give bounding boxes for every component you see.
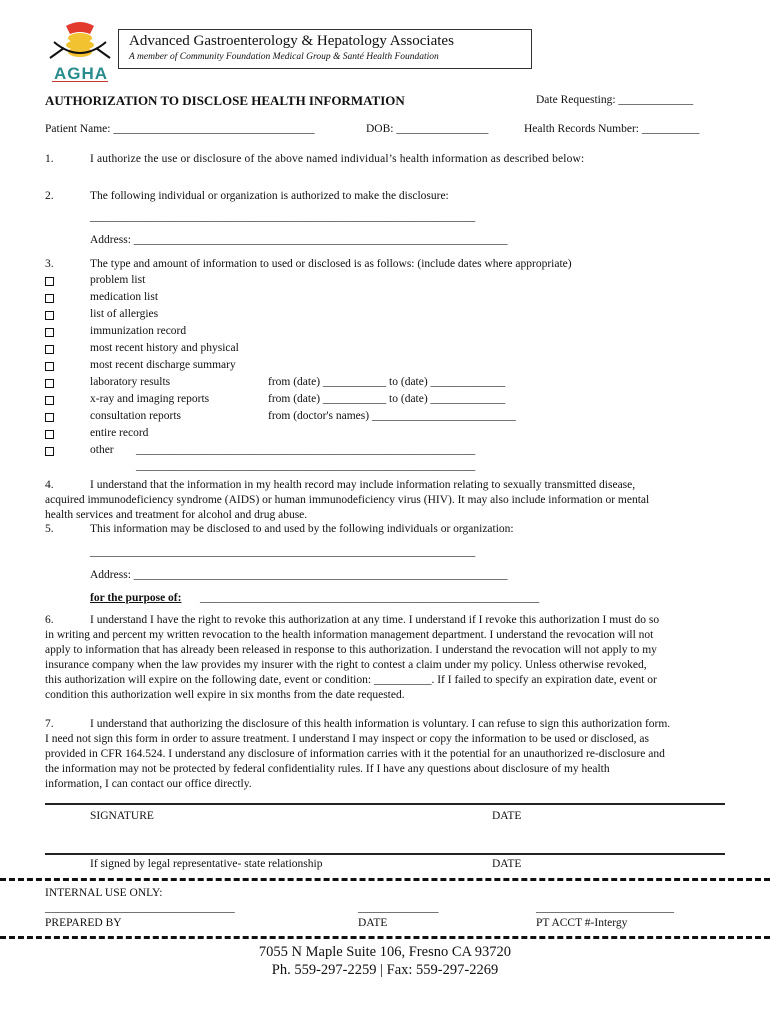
- logo-tagline: [52, 81, 108, 82]
- checkbox-discharge-summary[interactable]: [45, 362, 54, 371]
- pt-acct-field[interactable]: ________________________: [536, 902, 674, 914]
- item-history-physical: most recent history and physical: [90, 342, 239, 354]
- section-4-line-2: acquired immunodeficiency syndrome (AIDS) or human immunodeficiency virus (HIV). It may also include information or mental: [45, 494, 650, 506]
- section-5-text: This information may be disclosed to and used by the following individuals or organization:: [90, 523, 514, 535]
- item-discharge-summary: most recent discharge summary: [90, 359, 236, 371]
- purpose-field[interactable]: ___________________________________________________________: [200, 592, 540, 604]
- section-6-number: 6.: [45, 614, 54, 626]
- item-entire-record: entire record: [90, 427, 149, 439]
- agha-logo: [44, 18, 116, 86]
- section-5-number: 5.: [45, 523, 54, 535]
- checkbox-consultation[interactable]: [45, 413, 54, 422]
- section-6-line-1: I understand I have the right to revoke this authorization at any time. I understand if I revoke this authorization I must do so: [90, 614, 660, 626]
- section-4-line-3: health services and treatment for alcohol and drug abuse.: [45, 509, 308, 521]
- section-6-line-6: condition this authorization well expire in six months from the date requested.: [45, 689, 405, 701]
- footer-phone: Ph. 559-297-2259 | Fax: 559-297-2269: [271, 962, 499, 978]
- section-4-number: 4.: [45, 479, 54, 491]
- representative-signature-line[interactable]: [45, 853, 725, 855]
- consultation-doctors-field[interactable]: from (doctor's names) _________________________: [268, 410, 516, 422]
- item-problem-list: problem list: [90, 274, 146, 286]
- section-3-number: 3.: [45, 258, 54, 270]
- checkbox-laboratory[interactable]: [45, 379, 54, 388]
- checkbox-allergies[interactable]: [45, 311, 54, 320]
- representative-date-label: DATE: [492, 858, 522, 870]
- checkbox-problem-list[interactable]: [45, 277, 54, 286]
- item-other: other: [90, 444, 114, 456]
- internal-use-label: INTERNAL USE ONLY:: [45, 887, 163, 899]
- other-field-line-2[interactable]: ___________________________________________________________: [136, 460, 476, 472]
- laboratory-dates-field[interactable]: from (date) ___________ to (date) _____________: [268, 376, 506, 388]
- section-1-text: I authorize the use or disclosure of the above named individual’s health information as described below:: [90, 153, 585, 165]
- checkbox-history-physical[interactable]: [45, 345, 54, 354]
- item-consultation: consultation reports: [90, 410, 182, 422]
- footer-address: 7055 N Maple Suite 106, Fresno CA 93720: [258, 944, 512, 960]
- purpose-label: for the purpose of:: [90, 592, 182, 604]
- organization-name: Advanced Gastroenterology & Hepatology Associates: [129, 33, 454, 49]
- item-allergies: list of allergies: [90, 308, 159, 320]
- dob-field[interactable]: DOB: ________________: [366, 123, 489, 135]
- section-7-number: 7.: [45, 718, 54, 730]
- item-xray: x-ray and imaging reports: [90, 393, 210, 405]
- xray-dates-field[interactable]: from (date) ___________ to (date) _____________: [268, 393, 506, 405]
- section-7-line-4: the information may not be protected by federal confidentiality rules. If I have any questions about disclosure of my health: [45, 763, 610, 775]
- internal-separator-bottom: [0, 936, 770, 939]
- section-7-line-5: information, I can contact our office directly.: [45, 778, 252, 790]
- organization-affiliation: A member of Community Foundation Medical Group & Santé Health Foundation: [129, 52, 439, 62]
- health-records-number-field[interactable]: Health Records Number: __________: [524, 123, 700, 135]
- prepared-by-label: PREPARED BY: [45, 917, 122, 929]
- prepared-by-field[interactable]: _________________________________: [45, 902, 235, 914]
- section-7-line-3: provided in CFR 164.524. I understand any disclosure of information carries with it the potential for an unauthorized re-disclosure and: [45, 748, 665, 760]
- section-6-line-2: in writing and percent my written revocation to the health information management department. I understand the revocation will not: [45, 629, 654, 641]
- section-6-line-3: apply to information that has already been released in response to this authorization. I understand the revocation will not apply to my: [45, 644, 657, 656]
- item-laboratory: laboratory results: [90, 376, 171, 388]
- representative-label: If signed by legal representative- state relationship: [90, 858, 323, 870]
- section-7-line-1: I understand that authorizing the disclosure of this health information is voluntary. I can refuse to sign this authorization form.: [90, 718, 671, 730]
- internal-date-field[interactable]: ______________: [358, 902, 439, 914]
- signature-line[interactable]: [45, 803, 725, 805]
- disclosing-party-field[interactable]: ___________________________________________________________________: [90, 211, 476, 223]
- other-field-line-1[interactable]: ___________________________________________________________: [136, 444, 476, 456]
- section-1-number: 1.: [45, 153, 54, 165]
- section-7-line-2: I need not sign this form in order to assure treatment. I understand I may inspect or copy the information to be used or disclosed, as: [45, 733, 649, 745]
- checkbox-entire-record[interactable]: [45, 430, 54, 439]
- form-title: AUTHORIZATION TO DISCLOSE HEALTH INFORMATION: [45, 93, 405, 108]
- section-6-line-5: this authorization will expire on the following date, event or condition: __________. If I failed to specify an expiration date, event or: [45, 674, 657, 686]
- signature-label: SIGNATURE: [90, 810, 154, 822]
- item-immunization: immunization record: [90, 325, 187, 337]
- section-2-number: 2.: [45, 190, 54, 202]
- internal-date-label: DATE: [358, 917, 388, 929]
- checkbox-other[interactable]: [45, 447, 54, 456]
- organization-header: [118, 29, 532, 69]
- recipient-field[interactable]: ___________________________________________________________________: [90, 546, 476, 558]
- date-requesting-field[interactable]: Date Requesting: _____________: [536, 94, 694, 106]
- item-medication-list: medication list: [90, 291, 159, 303]
- internal-separator-top: [0, 878, 770, 881]
- section-2-text: The following individual or organization is authorized to make the disclosure:: [90, 190, 449, 202]
- checkbox-medication-list[interactable]: [45, 294, 54, 303]
- recipient-address-field[interactable]: Address: _________________________________________________________________: [90, 569, 508, 581]
- section-4-line-1: I understand that the information in my health record may include information relating to sexually transmitted disease,: [90, 479, 636, 491]
- section-6-line-4: insurance company when the law provides my insurer with the right to contest a claim under my policy. Unless otherwise revoked,: [45, 659, 647, 671]
- patient-name-field[interactable]: Patient Name: ___________________________________: [45, 123, 315, 135]
- signature-date-label: DATE: [492, 810, 522, 822]
- pt-acct-label: PT ACCT #-Intergy: [536, 917, 628, 929]
- logo-text: AGHA: [54, 64, 109, 83]
- section-3-text: The type and amount of information to used or disclosed is as follows: (include dates where appropriate): [90, 258, 572, 270]
- disclosing-address-field[interactable]: Address: _________________________________________________________________: [90, 234, 508, 246]
- checkbox-xray[interactable]: [45, 396, 54, 405]
- checkbox-immunization[interactable]: [45, 328, 54, 337]
